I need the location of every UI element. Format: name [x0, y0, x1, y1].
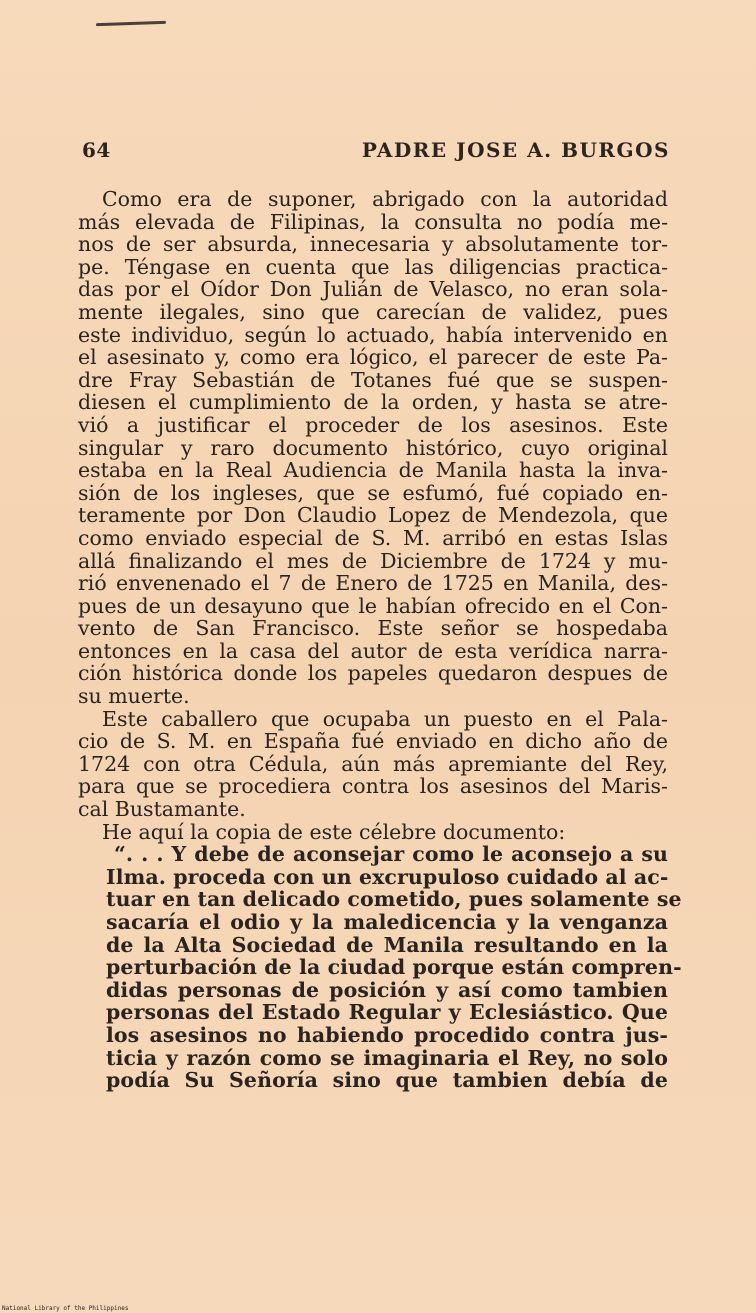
text-line: pe. Téngase en cuenta que las diligencias practica- — [78, 254, 668, 279]
quote-line: perturbación de la ciudad porque están compren- — [106, 955, 682, 980]
text-line: 1724 con otra Cédula, aún más apremiante del Rey, — [78, 751, 668, 776]
text-line: das por el Oídor Don Julián de Velasco, no eran sola- — [78, 277, 668, 302]
text-line: como enviado especial de S. M. arribó en estas Islas — [78, 525, 668, 550]
text-line: entonces en la casa del autor de esta verídica narra- — [78, 638, 668, 663]
text-line: singular y raro documento histórico, cuyo original — [78, 435, 668, 460]
text-line: rió envenenado el 7 de Enero de 1725 en Manila, des- — [78, 571, 668, 596]
ink-mark — [96, 21, 166, 26]
quote-line: didas personas de posición y así como tambien — [106, 977, 668, 1002]
text-line: teramente por Don Claudio Lopez de Mendezola, que — [78, 503, 668, 528]
text-line: mente ilegales, sino que carecían de validez, pues — [78, 299, 668, 324]
text-line: más elevada de Filipinas, la consulta no podía me- — [78, 209, 668, 234]
quote-line: los asesinos no habiendo procedido contra jus- — [106, 1022, 668, 1047]
text-line: sión de los ingleses, que se esfumó, fué copiado en- — [78, 480, 668, 505]
quote-line: personas del Estado Regular y Eclesiástico. Que — [106, 1000, 668, 1025]
quoted-document — [78, 842, 682, 1093]
text-line: allá finalizando el mes de Diciembre de 1724 y mu- — [78, 548, 668, 573]
library-credit: National Library of the Philippines — [2, 1305, 129, 1312]
quote-line: Ilma. proceda con un excrupuloso cuidado al ac- — [106, 864, 669, 889]
text-line: cal Bustamante. — [78, 797, 246, 822]
page-body — [78, 187, 682, 1093]
text-line: para que se procediera contra los asesinos del Maris- — [78, 774, 668, 799]
text-line: dre Fray Sebastián de Totanes fué que se suspen- — [78, 367, 668, 392]
text-line: su muerte. — [78, 684, 190, 709]
paragraph-3 — [78, 821, 668, 844]
quote-line: podía Su Señoría sino que tambien debía de — [106, 1068, 668, 1093]
text-line: estaba en la Real Audiencia de Manila hasta la inva- — [78, 458, 668, 483]
text-line: el asesinato y, como era lógico, el parecer de este Pa- — [78, 345, 668, 370]
text-line: diesen el cumplimiento de la orden, y hasta se atre- — [78, 390, 668, 415]
quote-line: ticia y razón como se imaginaria el Rey, no solo — [106, 1045, 668, 1070]
text-line: pues de un desayuno que le habían ofrecido en el Con- — [78, 593, 668, 618]
text-line: nos de ser absurda, innecesaria y absolutamente tor- — [78, 232, 668, 257]
quote-line: de la Alta Sociedad de Manila resultando en la — [106, 932, 668, 957]
paragraph-2 — [78, 708, 668, 821]
text-line: Como era de suponer, abrigado con la autoridad — [102, 187, 668, 211]
quote-line: tuar en tan delicado cometido, pues solamente se — [106, 887, 682, 912]
page-number: 64 — [82, 138, 111, 162]
running-title: PADRE JOSE A. BURGOS — [361, 138, 670, 162]
text-line: este individuo, según lo actuado, había intervenido en — [78, 322, 668, 347]
text-line: cio de S. M. en España fué enviado en dicho año de — [78, 729, 668, 754]
text-line: ción histórica donde los papeles quedaron despues de — [78, 661, 668, 686]
text-line: Este caballero que ocupaba un puesto en el Pala- — [102, 706, 668, 731]
quote-line: “. . . Y debe de aconsejar como le aconsejo a su — [114, 842, 668, 867]
quote-line: sacaría el odio y la maledicencia y la venganza — [106, 910, 668, 934]
text-line: vió a justificar el proceder de los asesinos. Este — [78, 412, 668, 437]
paragraph-1 — [78, 188, 668, 708]
text-line: He aquí la copia de este célebre documento: — [102, 819, 566, 844]
text-line: vento de San Francisco. Este señor se hospedaba — [78, 616, 668, 641]
page-header — [82, 138, 670, 170]
